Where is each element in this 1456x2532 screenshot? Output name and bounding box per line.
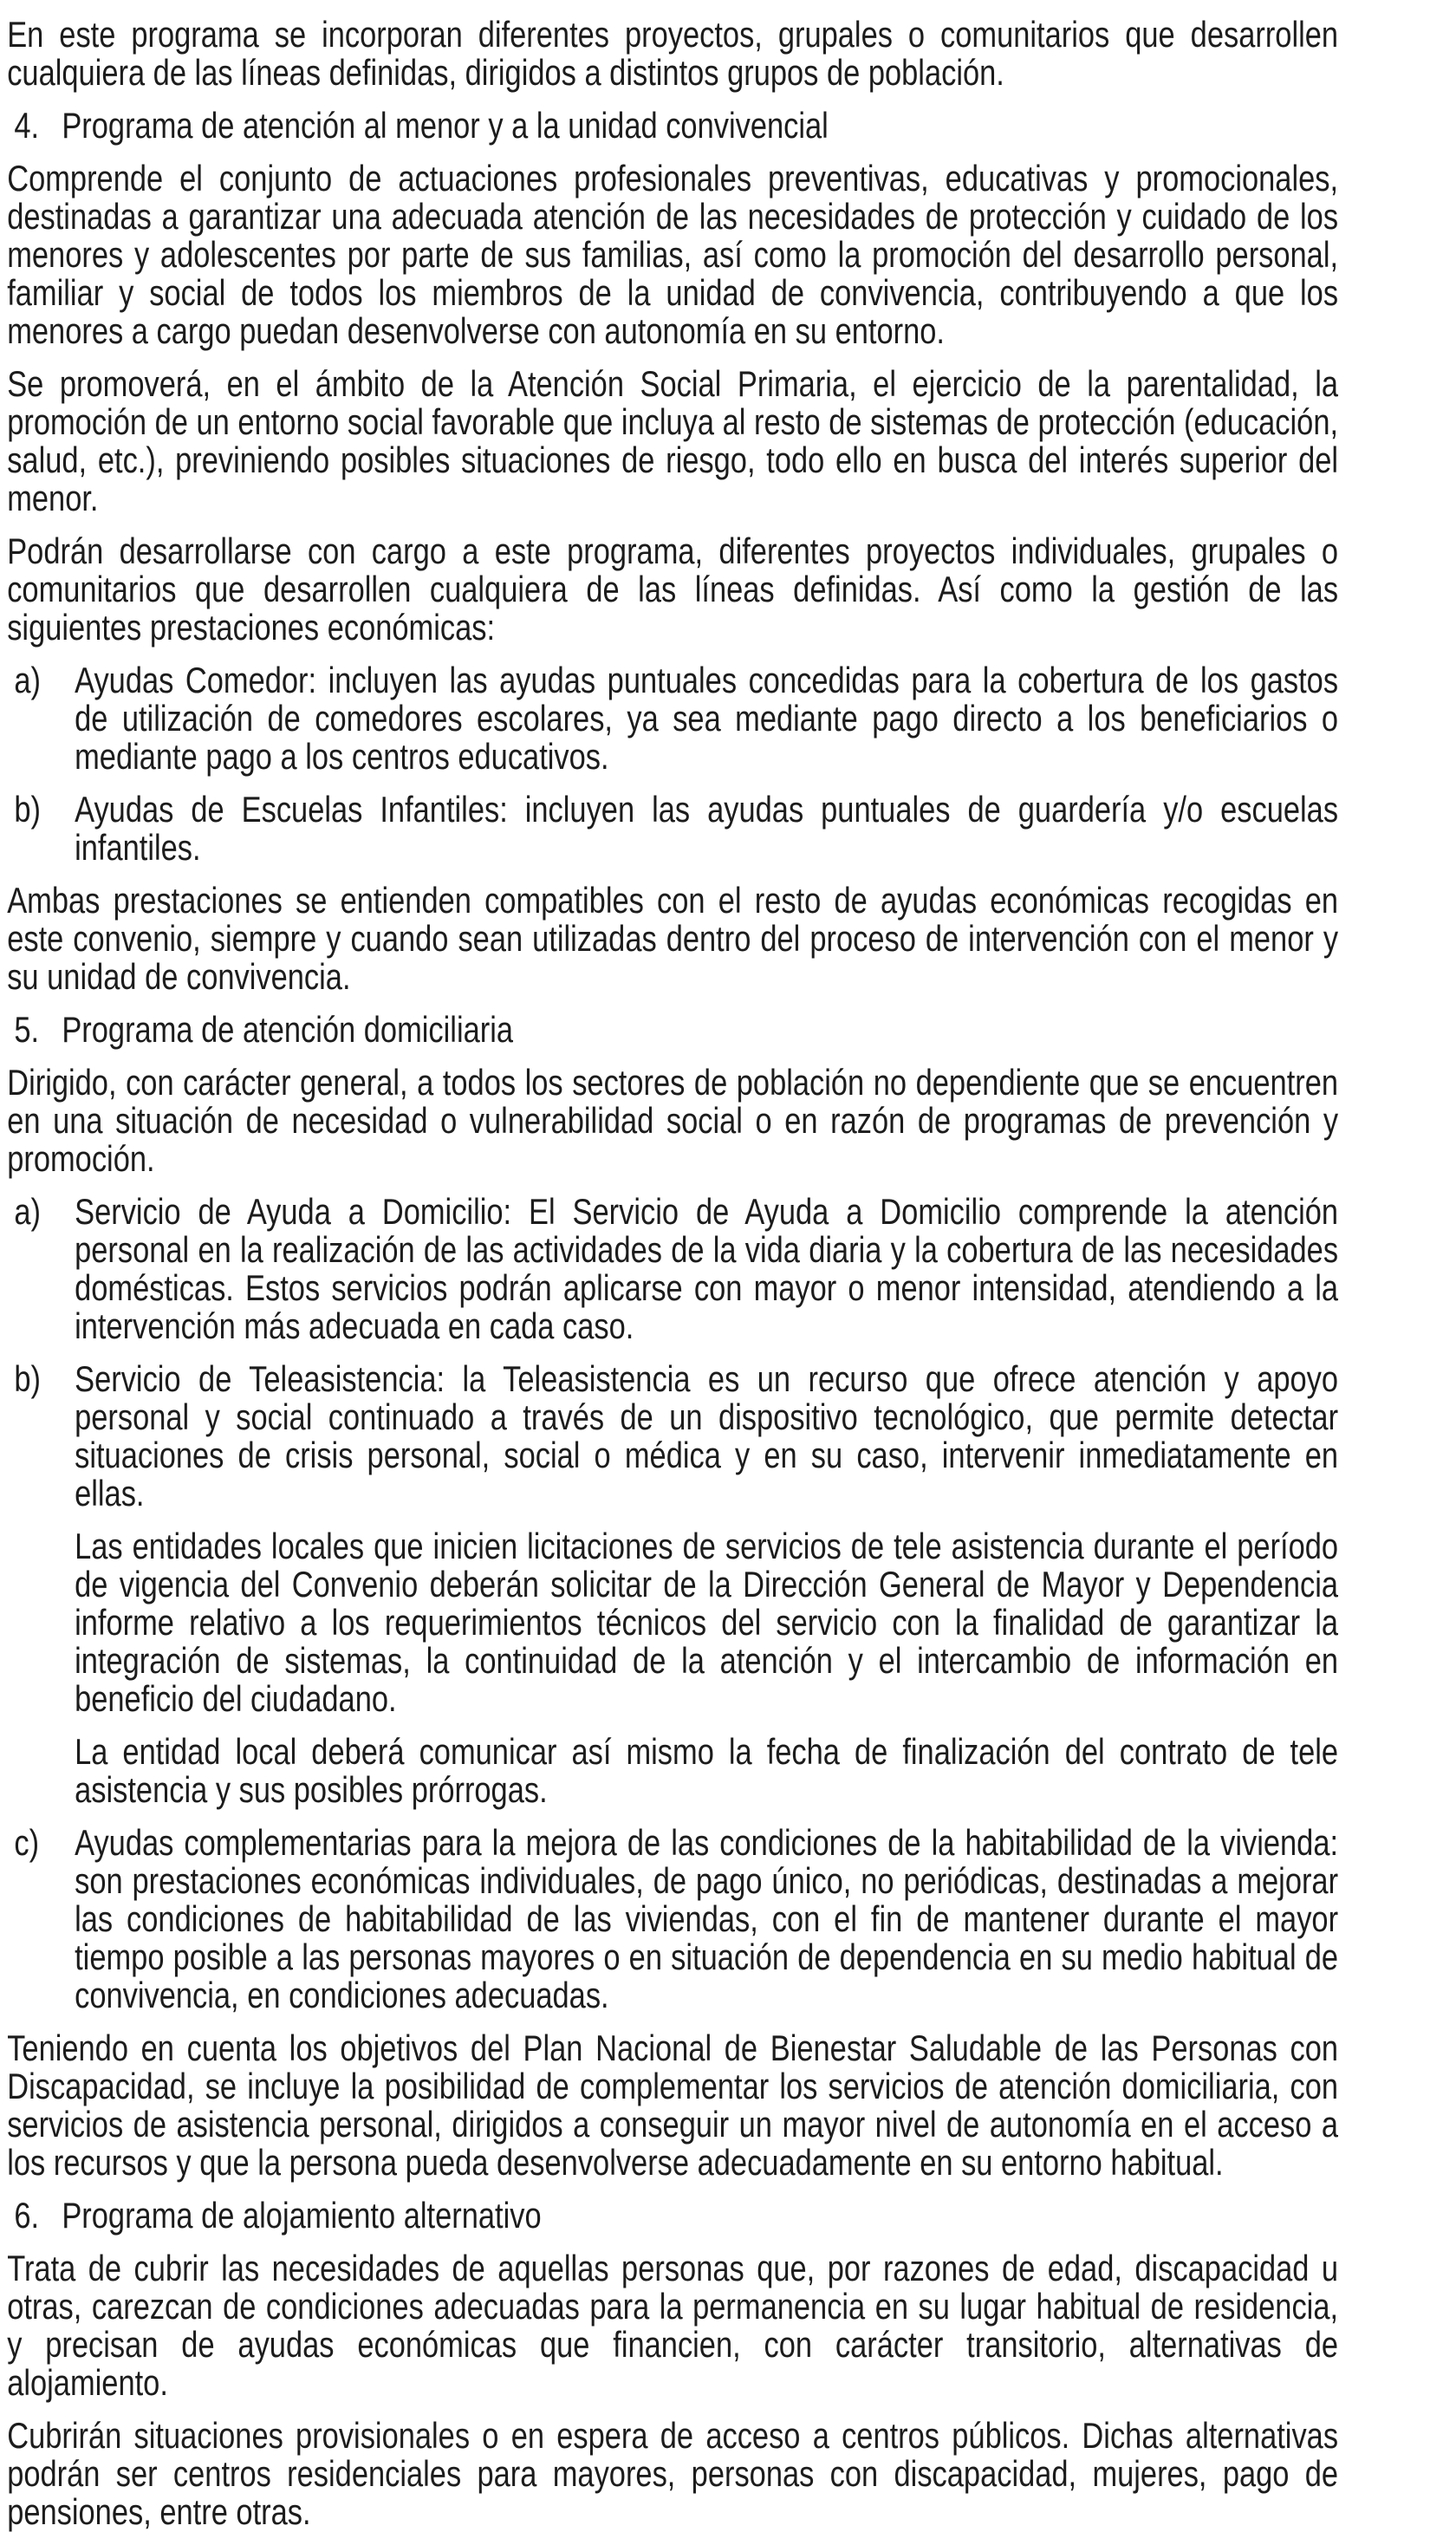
text-content: Las entidades locales que inicien licitaciones de servicios de tele asistencia durante el período de vigencia del Convenio deberán solicitar de la Dirección General de Mayor y Dependencia informe relativo a los requerimientos técnicos del servicio con la finalidad de garantizar la integración de sistemas, la continuidad de la atención y el intercambio de información en beneficio del ciudadano.	[75, 1526, 1339, 1719]
list-item	[7, 1193, 1338, 1345]
list-marker: a)	[14, 1191, 42, 1232]
text-content: Servicio de Teleasistencia: la Teleasistencia es un recurso que ofrece atención y apoyo personal y social continuado a través de un dispositivo tecnológico, que permite detectar situaciones de crisis personal, social o médica y en su caso, intervenir inmediatamente en ellas.	[75, 1358, 1339, 1513]
list-marker: a)	[14, 660, 42, 700]
text-content: Comprende el conjunto de actuaciones profesionales preventivas, educativas y promocionales, destinadas a garantizar una adecuada atención de las necesidades de protección y cuidado de los menores y adolescentes por parte de sus familias, así como la promoción del desarrollo personal, familiar y social de todos los miembros de la unidad de convivencia, contribuyendo a que los menores a cargo puedan desenvolverse con autonomía en su entorno.	[7, 158, 1339, 351]
section-heading	[7, 2197, 1338, 2235]
paragraph	[7, 16, 1338, 92]
list-item	[7, 1360, 1338, 1513]
text-content: Trata de cubrir las necesidades de aquellas personas que, por razones de edad, discapacidad u otras, carezcan de condiciones adecuadas para la permanencia en su lugar habitual de residencia, y precisan de ayudas económicas que financien, con carácter transitorio, alternativas de alojamiento.	[7, 2248, 1339, 2403]
text-content: Programa de alojamiento alternativo	[62, 2195, 542, 2236]
paragraph	[7, 1064, 1338, 1178]
list-marker: b)	[14, 789, 42, 830]
heading-number: 6.	[14, 2195, 40, 2236]
text-content: Se promoverá, en el ámbito de la Atención Social Primaria, el ejercicio de la parentalidad, la promoción de un entorno social favorable que incluya al resto de sistemas de protección (educación, salud, etc.), previniendo posibles situaciones de riesgo, todo ello en busca del interés superior del menor.	[7, 363, 1339, 518]
text-content: Servicio de Ayuda a Domicilio: El Servicio de Ayuda a Domicilio comprende la atención personal en la realización de las actividades de la vida diaria y la cobertura de las necesidades domésticas. Estos servicios podrán aplicarse con mayor o menor intensidad, atendiendo a la intervención más adecuada en cada caso.	[75, 1191, 1339, 1346]
text-content: Teniendo en cuenta los objetivos del Plan Nacional de Bienestar Saludable de las Personas con Discapacidad, se incluye la posibilidad de complementar los servicios de atención domiciliaria, con servicios de asistencia personal, dirigidos a conseguir un mayor nivel de autonomía en el acceso a los recursos y que la persona pueda desenvolverse adecuadamente en su entorno habitual.	[7, 2028, 1339, 2183]
text-content: Cubrirán situaciones provisionales o en espera de acceso a centros públicos. Dichas alternativas podrán ser centros residenciales para mayores, personas con discapacidad, mujeres, pago de pensiones, entre otras.	[7, 2415, 1339, 2532]
list-item	[7, 791, 1338, 867]
list-item	[7, 1824, 1338, 2015]
text-content: Ayudas Comedor: incluyen las ayudas puntuales concedidas para la cobertura de los gastos de utilización de comedores escolares, ya sea mediante pago directo a los beneficiarios o mediante pago a los centros educativos.	[75, 660, 1339, 777]
paragraph	[7, 365, 1338, 517]
section-heading	[7, 107, 1338, 145]
text-content: Dirigido, con carácter general, a todos los sectores de población no dependiente que se encuentren en una situación de necesidad o vulnerabilidad social o en razón de programas de prevención y promoción.	[7, 1062, 1339, 1179]
paragraph	[7, 2249, 1338, 2402]
list-item-continuation	[7, 1527, 1338, 1718]
paragraph	[7, 882, 1338, 996]
text-content: Ambas prestaciones se entienden compatibles con el resto de ayudas económicas recogidas en este convenio, siempre y cuando sean utilizadas dentro del proceso de intervención con el menor y su unidad de convivencia.	[7, 880, 1339, 997]
text-content: En este programa se incorporan diferentes proyectos, grupales o comunitarios que desarrollen cualquiera de las líneas definidas, dirigidos a distintos grupos de población.	[7, 14, 1339, 93]
text-content: Programa de atención al menor y a la unidad convivencial	[62, 105, 829, 146]
text-content: Ayudas complementarias para la mejora de las condiciones de la habitabilidad de la vivienda: son prestaciones económicas individuales, de pago único, no periódicas, destinadas a mejorar las condiciones de habitabilidad de las viviendas, con el fin de mantener durante el mayor tiempo posible a las personas mayores o en situación de dependencia en su medio habitual de convivencia, en condiciones adecuadas.	[75, 1822, 1339, 2015]
list-marker: b)	[14, 1358, 42, 1399]
heading-number: 5.	[14, 1009, 40, 1050]
list-marker: c)	[14, 1822, 40, 1863]
text-content: Podrán desarrollarse con cargo a este programa, diferentes proyectos individuales, grupales o comunitarios que desarrollen cualquiera de las líneas definidas. Así como la gestión de las siguientes prestaciones económicas:	[7, 530, 1339, 648]
section-heading	[7, 1011, 1338, 1049]
paragraph	[7, 2029, 1338, 2182]
paragraph	[7, 532, 1338, 647]
list-item	[7, 661, 1338, 776]
list-item-continuation	[7, 1733, 1338, 1809]
text-content: Ayudas de Escuelas Infantiles: incluyen las ayudas puntuales de guardería y/o escuelas infantiles.	[75, 789, 1339, 868]
paragraph	[7, 2417, 1338, 2531]
text-content: La entidad local deberá comunicar así mismo la fecha de finalización del contrato de tele asistencia y sus posibles prórrogas.	[75, 1731, 1339, 1810]
text-content: Programa de atención domiciliaria	[62, 1009, 514, 1050]
heading-number: 4.	[14, 105, 40, 146]
paragraph	[7, 159, 1338, 350]
